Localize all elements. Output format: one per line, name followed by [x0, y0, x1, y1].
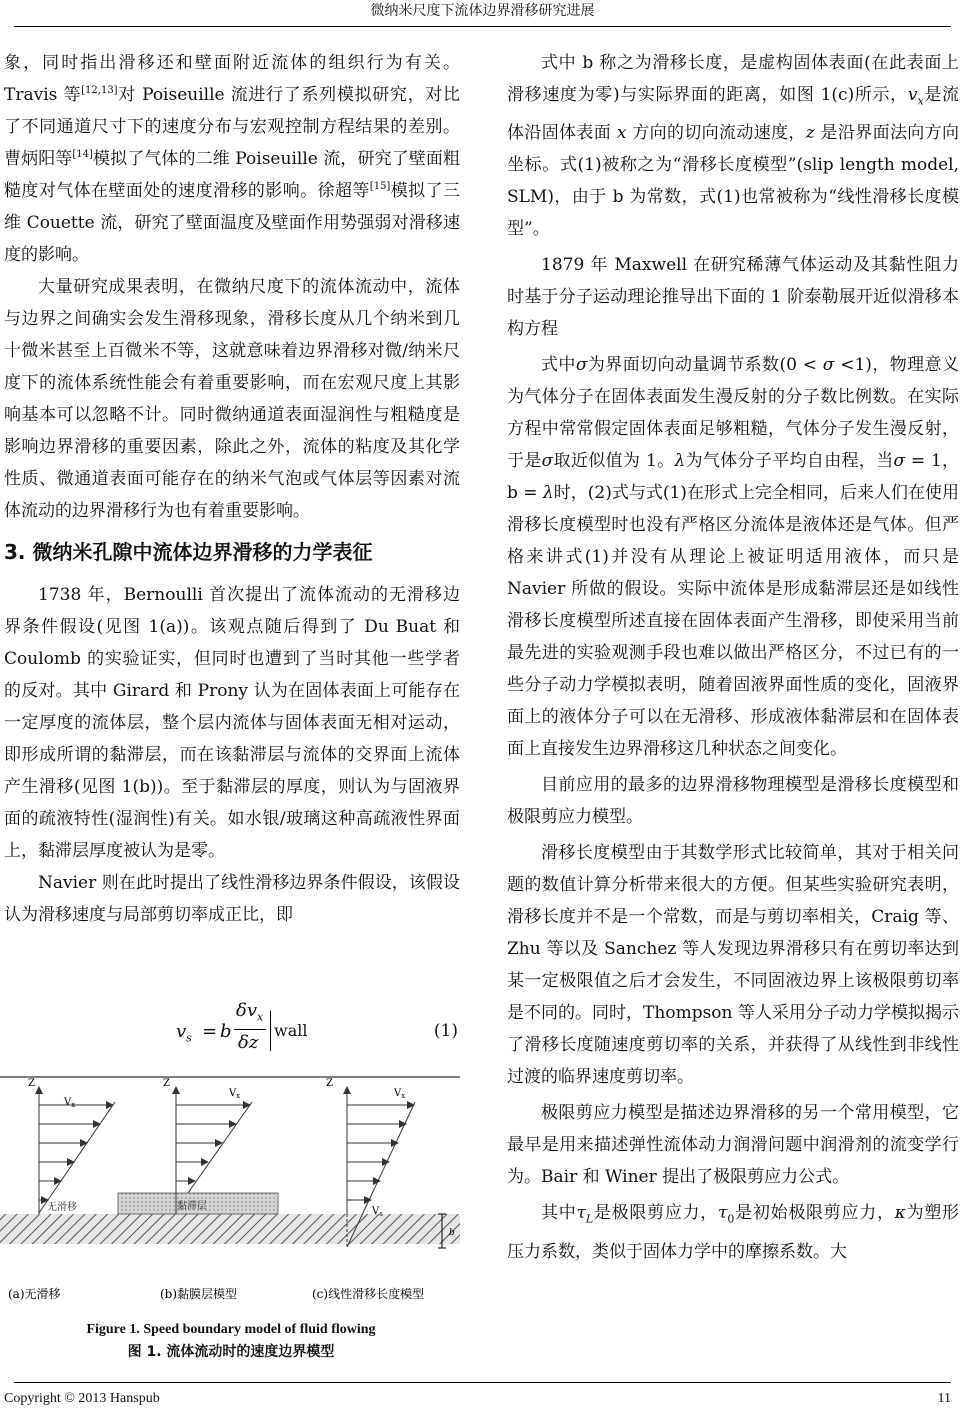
subcaption-a: (a)无滑移 — [8, 1287, 61, 1301]
velocity-profile-a — [39, 1102, 115, 1213]
b-label: b — [449, 1228, 455, 1238]
paragraph-right-7: 其中$\tau_L$是极限剪应力，$\tau_0$是初始极限剪应力，κ为塑形压力系数，类似于固体力学中的摩擦系数。大 — [507, 1203, 960, 1262]
page-number: 11 — [937, 1391, 951, 1406]
vx-label-c: $V_x$ — [394, 1088, 406, 1100]
eq-equals: = — [202, 1021, 218, 1042]
citation: [12,13] — [81, 85, 118, 96]
eq-vs: $v_s$ — [176, 1021, 192, 1045]
section-heading: 3. 微纳米孔隙中流体边界滑移的力学表征 — [4, 540, 373, 564]
right-column — [507, 47, 959, 1268]
subcaption-b: (b)黏膜层模型 — [160, 1287, 238, 1301]
paragraph-left-1: 象，同时指出滑移还和壁面附近流体的组织行为有关。Travis 等[12,13]对 Poiseuille 流进行了系列模拟研究，对比了不同通道尺寸下的速度分布与宏观控制方程结果的差别。曹炳阳等[14]模拟了气体的二维 Poiseuille 流，研究了壁面粗糙度对气体在壁面处的速度滑移的影响。徐超等[15]模拟了三维 Couette 流，研究了壁面温度及壁面作用势强弱对滑移速度的影响。 — [4, 53, 461, 265]
paragraph-left-3: 1738 年，Bernoulli 首次提出了流体流动的无滑移边界条件假设(见图 1(a))。该观点随后得到了 Du Buat 和 Coulomb 的实验证实，但同时也遭到了当时其他一些学者的反对。其中 Girard 和 Prony 认为在固体表面上可能存在一定厚度的流体层，整个层内流体与固体表面无相对运动，即形成所谓的黏滞层，而在该黏滞层与流体的交界面上流体产生滑移(见图 1(b))。至于黏滞层的厚度，则认为与固液界面的疏液特性(湿润性)有关。如水银/玻璃这种高疏液性界面上，黏滞层厚度被认为是零。 — [4, 585, 460, 861]
copyright: Copyright © 2013 Hanspub — [4, 1391, 160, 1406]
paragraph-left-4: Navier 则在此时提出了线性滑移边界条件假设，该假设认为滑移速度与局部剪切率成正比，即 — [4, 873, 460, 925]
layer-label: 黏滞层 — [177, 1201, 207, 1212]
eq-numerator: $\delta v_x$ — [236, 1000, 264, 1024]
eq-fraction-bar — [234, 1029, 266, 1030]
figure-caption-en: Figure 1. Speed boundary model of fluid flowing — [86, 1322, 376, 1337]
left-column — [4, 47, 460, 931]
figure-1 — [0, 1072, 462, 1312]
paragraph-left-2: 大量研究成果表明，在微纳尺度下的流体流动中，流体与边界之间确实会发生滑移现象，滑移长度从几个纳米到几十微米甚至上百微米不等，这就意味着边界滑移对微/纳米尺度下的流体系统性能会有着重要影响，而在宏观尺度上其影响基本可以忽略不计。同时微纳通道表面湿润性与粗糙度是影响边界滑移的重要因素，除此之外，流体的粘度及其化学性质、微通道表面可能存在的纳米气泡或气体层等因素对流体流动的边界滑移行为也有着重要影响。 — [4, 277, 460, 521]
panel-a — [28, 1078, 115, 1214]
header-rule — [14, 26, 951, 27]
eq-wall: wall — [274, 1021, 308, 1040]
paragraph-right-2: 1879 年 Maxwell 在研究稀薄气体运动及其黏性阻力时基于分子运动理论推导出下面的 1 阶泰勒展开近似滑移本构方程 — [507, 255, 959, 340]
paragraph-right-3: 式中σ为界面切向动量调节系数(0 < σ <1)，物理意义为气体分子在固体表面发生漫反射的分子数比例数。在实际方程中常常假定固体表面足够粗糙，气体分子发生漫反射，于是σ取近似值为 1。λ为气体分子平均自由程，当σ = 1，b = λ时，(2)式与式(1)在形式上完全相同，后来人们在使用滑移长度模型时也没有严格区分流体是液体还是气体。但严格来讲式(1)并没有从理论上被证明适用液体，而只是 Navier 所做的假设。实际中流体是形成黏滞层还是如线性滑移长度模型所述直接在固体表面产生滑移，即使采用当前最先进的实验观测手段也难以做出严格区分，不过已有的一些分子动力学模拟表明，随着固液界面性质的变化，固液界面上的液体分子可以在无滑移、形成液体黏滞层和在固体表面上直接发生边界滑移这几种状态之间变化。 — [507, 355, 960, 760]
solid-wall — [0, 1214, 460, 1244]
noslip-label: 无滑移 — [47, 1202, 77, 1213]
running-header: 微纳米尺度下流体边界滑移研究进展 — [370, 3, 595, 19]
eq-eval-bar — [270, 1011, 271, 1051]
paragraph-right-5: 滑移长度模型由于其数学形式比较简单，其对于相关问题的数值计算分析带来很大的方便。但某些实验研究表明，滑移长度并不是一个常数，而是与剪切率相关，Craig 等、Zhu 等以及 Sanchez 等人发现边界滑移只有在剪切率达到某一定极限值之后才会发生，不同固液边界上该极限剪切率是不同的。同时，Thompson 等人采用分子动力学模拟揭示了滑移长度随速度剪切率的关系，并获得了从线性到非线性过渡的临界速度剪切率。 — [507, 843, 959, 1088]
eq-b: b — [220, 1021, 232, 1042]
paragraph-right-6: 极限剪应力模型是描述边界滑移的另一个常用模型，它最早是用来描述弹性流体动力润滑问题中润滑剂的流变学行为。Bair 和 Winer 提出了极限剪应力公式。 — [507, 1103, 959, 1188]
paragraph-right-4: 目前应用的最多的边界滑移物理模型是滑移长度模型和极限剪应力模型。 — [507, 775, 959, 828]
vs-label: $V_s$ — [372, 1206, 383, 1218]
paragraph-right-1: 式中 b 称之为滑移长度，是虚构固体表面(在此表面上滑移速度为零)与实际界面的距离，如图 1(c)所示，$v_x$是流体沿固体表面 x 方向的切向流动速度，z 是沿界面法向方向坐标。式(1)被称之为“滑移长度模型”(slip length model, SLM)，由于 b 为常数，式(1)也常被称为“线性滑移长度模型”。 — [507, 53, 960, 240]
citation: [14] — [72, 149, 93, 160]
eq-number: (1) — [433, 1021, 458, 1041]
z-label-b: Z — [163, 1078, 170, 1089]
z-label-c: Z — [326, 1078, 333, 1089]
footer-rule — [14, 1382, 951, 1383]
vx-label-b: $V_x$ — [229, 1088, 241, 1100]
figure-caption-zh: 图 1. 流体流动时的速度边界模型 — [127, 1344, 335, 1360]
eq-denominator: δz — [238, 1032, 259, 1053]
citation: [15] — [369, 181, 391, 192]
z-label-a: Z — [28, 1078, 35, 1089]
figure-1-diagram — [0, 1072, 462, 1312]
velocity-profile-b — [188, 1102, 252, 1193]
subcaption-c: (c)线性滑移长度模型 — [312, 1287, 425, 1301]
equation-1 — [4, 1000, 460, 1059]
vx-label-a: $V_x$ — [64, 1097, 76, 1109]
panel-b — [118, 1078, 278, 1214]
